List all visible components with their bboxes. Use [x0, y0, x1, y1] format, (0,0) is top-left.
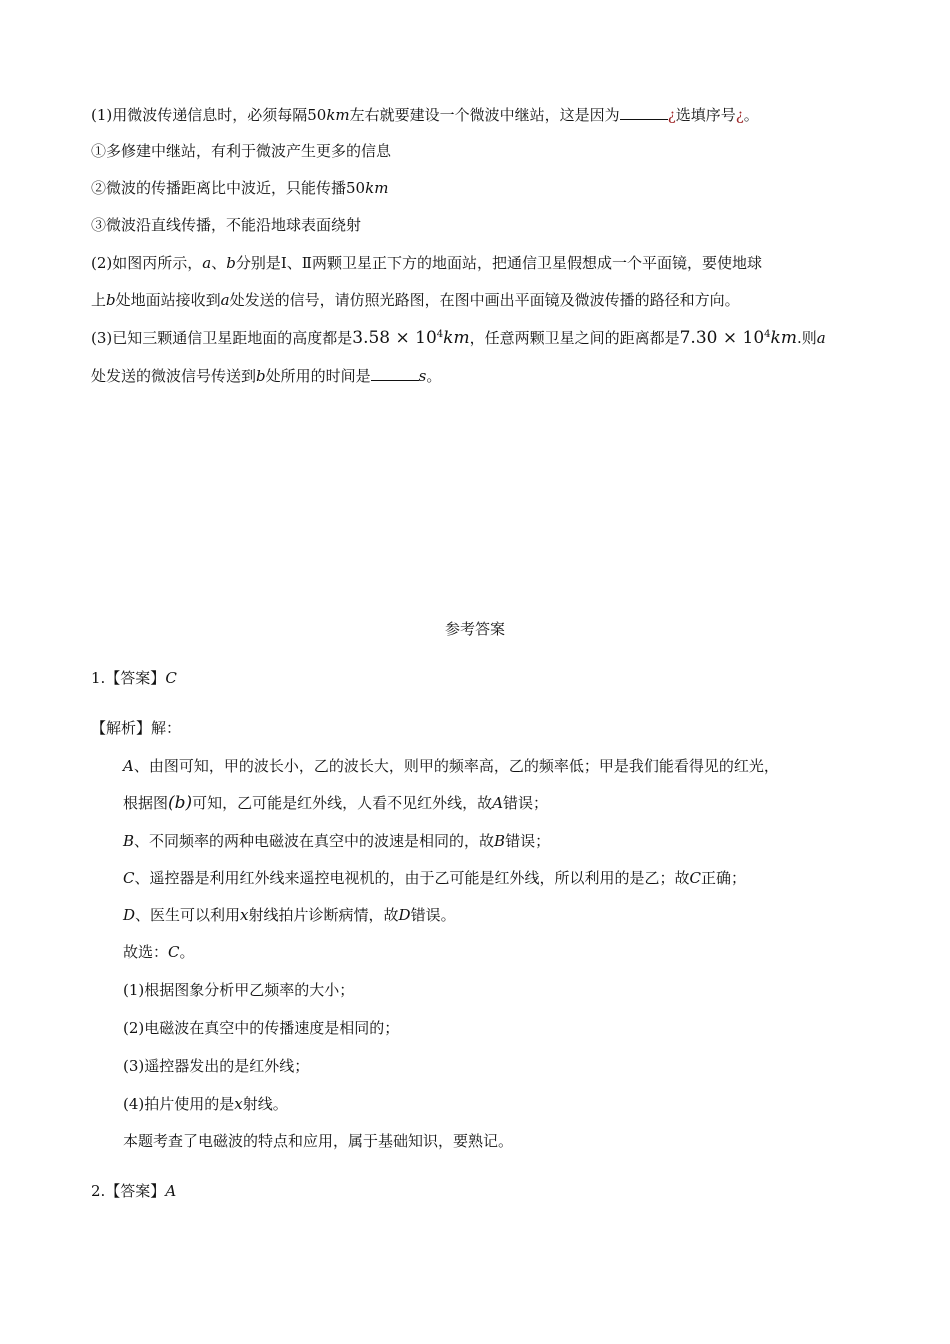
question-3-line-1: (3)已知三颗通信卫星距地面的高度都是$3.58 \times 10^4km$，任意两颗卫星之间的距离都是$7.30 \times 10^4km$.则a [91, 328, 826, 348]
analysis-line-9: (3)遥控器发出的是红外线； [123, 1057, 310, 1075]
question-1: (1)用微波传递信息时，必须每隔50km左右就要建设一个微波中继站，这是因为 ¿选填序号¿。 [91, 103, 759, 126]
analysis-line-5: D、医生可以利用x射线拍片诊断病情，故D错误。 [123, 906, 456, 924]
answer-2: 2.【答案】A [91, 1182, 177, 1200]
analysis-line-1: A、由图可知，甲的波长小，乙的波长大，则甲的频率高，乙的频率低；甲是我们能看得见的红光， [123, 757, 779, 775]
option-1: ①多修建中继站，有利于微波产生更多的信息 [91, 142, 392, 160]
analysis-summary: 本题考查了电磁波的特点和应用，属于基础知识，要熟记。 [123, 1132, 514, 1150]
analysis-label: 【解析】解： [91, 719, 182, 737]
analysis-line-6: 故选：C。 [123, 943, 195, 961]
analysis-line-8: (2)电磁波在真空中的传播速度是相同的； [123, 1019, 400, 1037]
analysis-line-2: 根据图(b)可知，乙可能是红外线，人看不见红外线，故A错误； [123, 793, 549, 813]
analysis-line-10: (4)拍片使用的是x射线。 [123, 1095, 288, 1113]
question-3-line-2: 处发送的微波信号传送到b处所用的时间是 s。 [91, 364, 441, 387]
answers-heading: 参考答案 [444, 620, 505, 638]
answer-blank [620, 103, 668, 120]
question-2-line-1: (2)如图丙所示，a、b分别是Ⅰ、Ⅱ两颗卫星正下方的地面站，把通信卫星假想成一个平面镜，要使地球 [91, 254, 762, 272]
analysis-line-4: C、遥控器是利用红外线来遥控电视机的，由于乙可能是红外线，所以利用的是乙；故C正确； [123, 869, 746, 887]
option-3: ③微波沿直线传播，不能沿地球表面绕射 [91, 216, 362, 234]
answer-blank [371, 364, 419, 381]
analysis-line-3: B、不同频率的两种电磁波在真空中的波速是相同的，故B错误； [123, 832, 551, 850]
answer-1: 1.【答案】C [91, 669, 177, 687]
question-2-line-2: 上b处地面站接收到a处发送的信号，请仿照光路图，在图中画出平面镜及微波传播的路径和方向。 [91, 291, 740, 309]
analysis-line-7: (1)根据图象分析甲乙频率的大小； [123, 981, 355, 999]
option-2: ②微波的传播距离比中波近，只能传播50km [91, 179, 389, 197]
